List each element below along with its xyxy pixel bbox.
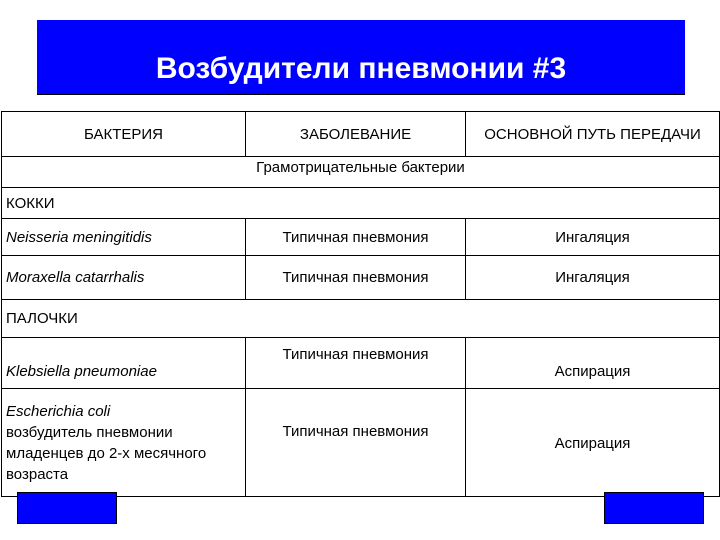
- section-rods-label: ПАЛОЧКИ: [2, 300, 720, 338]
- table-row: [2, 256, 720, 300]
- transmission-cell: Аспирация: [466, 389, 720, 497]
- group-row: [2, 157, 720, 188]
- corner-decoration-right: [604, 492, 704, 524]
- title-underline: [37, 94, 685, 95]
- corner-decoration-left: [17, 492, 117, 524]
- disease-cell: Типичная пневмония: [246, 256, 466, 300]
- bacteria-name: Escherichia coli: [6, 402, 111, 420]
- bacteria-cell: Neisseria meningitidis: [2, 219, 246, 256]
- disease-cell: Типичная пневмония: [246, 389, 466, 497]
- transmission-cell: Ингаляция: [466, 219, 720, 256]
- bacteria-cell: Moraxella catarrhalis: [2, 256, 246, 300]
- table-row: [2, 389, 720, 497]
- disease-cell: Типичная пневмония: [246, 219, 466, 256]
- disease-cell: Типичная пневмония: [246, 338, 466, 389]
- section-row-cocci: [2, 188, 720, 219]
- header-row: [2, 112, 720, 157]
- bacteria-cell: Klebsiella pneumoniae: [2, 338, 246, 389]
- bacteria-cell: [2, 389, 246, 497]
- table-row: [2, 338, 720, 389]
- header-transmission: ОСНОВНОЙ ПУТЬ ПЕРЕДАЧИ: [466, 112, 720, 157]
- group-label: Грамотрицательные бактерии: [2, 157, 720, 188]
- section-row-rods: [2, 300, 720, 338]
- header-disease: ЗАБОЛЕВАНИЕ: [246, 112, 466, 157]
- table-row: [2, 219, 720, 256]
- pathogen-table: [1, 111, 720, 497]
- slide-title: Возбудители пневмонии #3: [155, 52, 567, 85]
- transmission-cell: Ингаляция: [466, 256, 720, 300]
- bacteria-note: возбудитель пневмонии младенцев до 2-х месячного возраста: [6, 423, 207, 483]
- section-cocci-label: КОККИ: [2, 188, 720, 219]
- header-bacteria: БАКТЕРИЯ: [2, 112, 246, 157]
- transmission-cell: Аспирация: [466, 338, 720, 389]
